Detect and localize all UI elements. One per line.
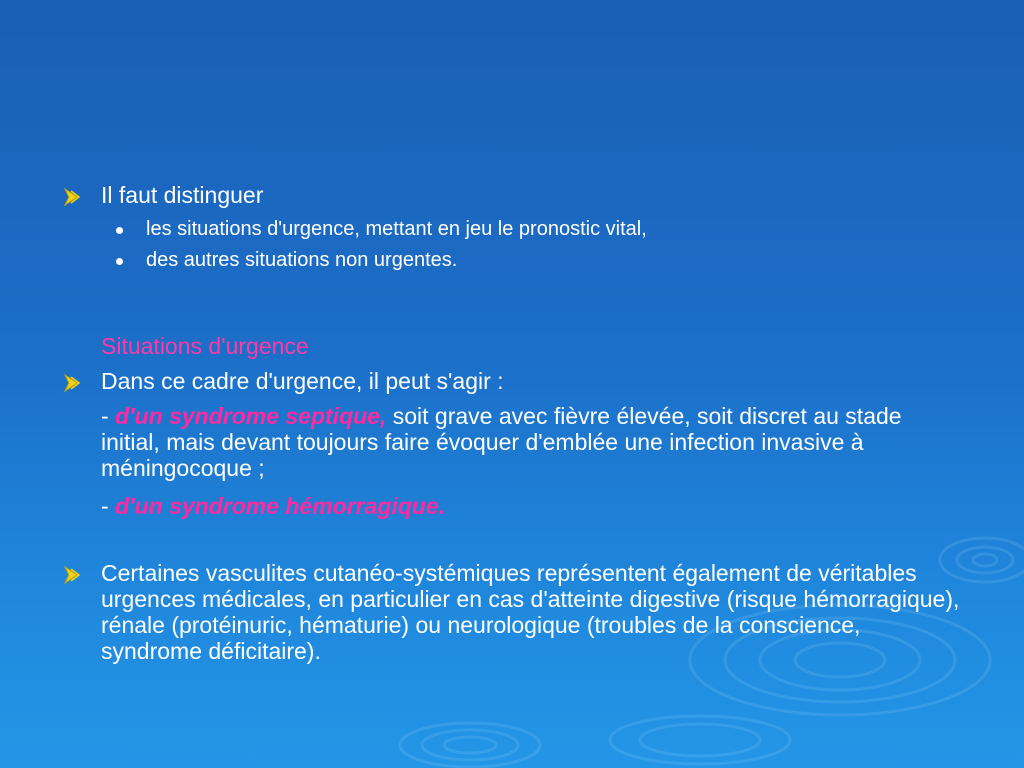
dot-bullet-icon: [116, 258, 123, 265]
arrow-bullet-icon: [62, 564, 84, 586]
emphasis-text: d'un syndrome septique: [115, 403, 380, 429]
arrow-bullet-icon: [62, 186, 84, 208]
item-text: soit grave avec fièvre élevée, soit discret au stade initial, mais devant toujours faire évoquer d'emblée une infection invasive à méningocoque ;: [101, 403, 902, 481]
sub-bullet-text: des autres situations non urgentes.: [146, 249, 458, 271]
list-item: [101, 403, 961, 481]
sub-bullet-text: les situations d'urgence, mettant en jeu le pronostic vital,: [146, 218, 647, 240]
emphasis-text: d'un syndrome hémorragique.: [115, 493, 446, 519]
dash: -: [101, 493, 109, 519]
dot-bullet-icon: [116, 227, 123, 234]
list-item: [101, 493, 961, 519]
section-heading: Situations d'urgence: [101, 333, 309, 359]
arrow-bullet-icon: [62, 372, 84, 394]
bullet-text: Il faut distinguer: [101, 182, 264, 208]
bullet-text: Dans ce cadre d'urgence, il peut s'agir :: [101, 368, 504, 394]
bullet-text: Certaines vasculites cutanéo-systémiques représentent également de véritables urgences médicales, en particulier en cas d'atteinte digestive (risque hémorragique), rénale (protéinuric, hématurie) ou neurologique (troubles de la conscience, syndrome déficitaire).: [101, 560, 960, 664]
emphasis-comma: ,: [379, 403, 387, 429]
dash: -: [101, 403, 109, 429]
